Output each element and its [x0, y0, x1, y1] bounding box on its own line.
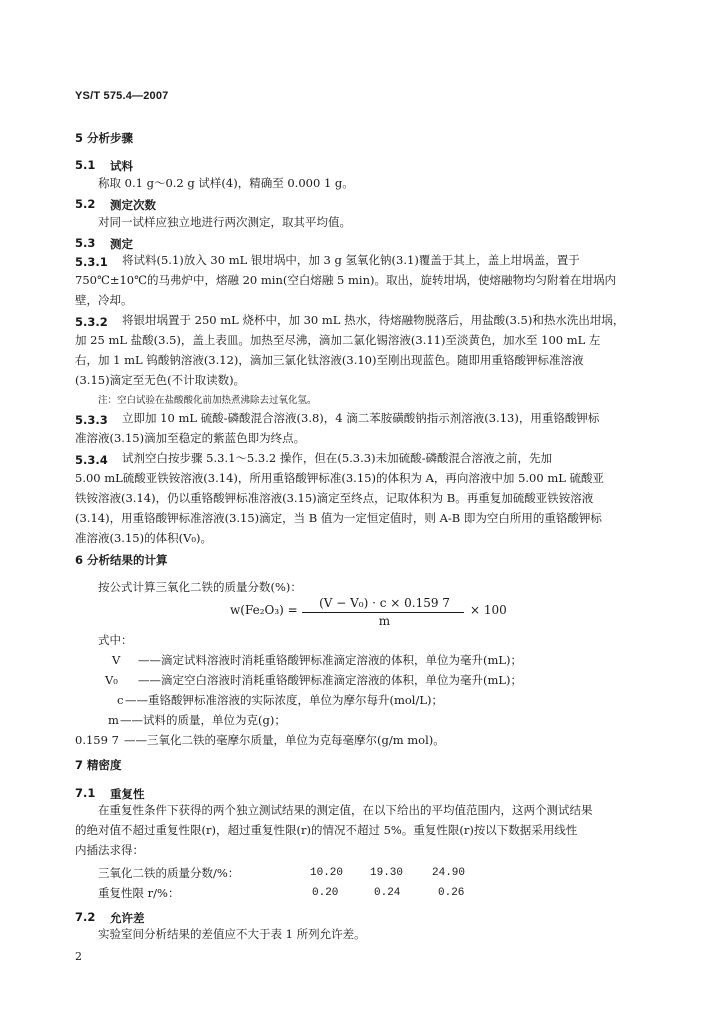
def-symbol: V	[112, 653, 121, 667]
section-5-3-2-line: 右，加 1 mL 钨酸钠溶液(3.12)，滴加三氯化钛溶液(3.10)至刚出现蓝色。随即用重铬酸钾标准溶液	[75, 353, 584, 367]
section-5-3-3-line: 立即加 10 mL 硫酸-磷酸混合溶液(3.8)，4 滴二苯胺磺酸钠指示剂溶液(3.13)，用重铬酸钾标	[122, 411, 600, 425]
section-5-3-title: 测定	[110, 237, 133, 251]
section-7-1-line: 的绝对值不超过重复性限(r)，超过重复性限(r)的情况不超过 5%。重复性限(r)按以下数据采用线性	[75, 823, 578, 837]
standard-code: YS/T 575.4—2007	[75, 90, 169, 102]
section-5-1-title: 试料	[110, 159, 133, 173]
section-7-1-title: 重复性	[110, 787, 145, 801]
section-5-3-1-line: 750℃±10℃的马弗炉中，熔融 20 min(空白熔融 5 min)。取出，旋转坩埚，使熔融物均匀附着在坩埚内	[75, 273, 616, 287]
repeatability-value: 0.26	[438, 887, 465, 899]
section-5-3-4-line: 试剂空白按步骤 5.3.1～5.3.2 操作，但在(5.3.3)未加硫酸-磷酸混合溶液之前，先加	[122, 451, 552, 465]
section-5-3-1-num: 5.3.1	[75, 255, 108, 269]
repeatability-value: 0.20	[312, 887, 339, 899]
section-6-intro: 按公式计算三氧化二铁的质量分数(%)：	[98, 580, 302, 594]
section-5-3-3-line: 准溶液(3.15)滴加至稳定的紫蓝色即为终点。	[75, 431, 306, 445]
def-text: ——滴定试料溶液时消耗重铬酸钾标准滴定溶液的体积，单位为毫升(mL)；	[138, 653, 523, 667]
formula-lhs: w(Fe₂O₃) =	[230, 603, 298, 617]
section-7-2-num: 7.2	[75, 910, 96, 924]
section-7-2-text: 实验室间分析结果的差值应不大于表 1 所列允许差。	[98, 927, 366, 941]
repeatability-value: 0.24	[374, 887, 401, 899]
def-symbol: 0.159 7	[75, 733, 119, 747]
section-5-3-2-num: 5.3.2	[75, 315, 108, 329]
def-symbol: V₀	[105, 673, 118, 687]
section-5-heading: 5 分析步骤	[75, 131, 134, 145]
page-number: 2	[75, 950, 82, 963]
formula-denominator: m	[378, 614, 391, 628]
def-symbol: m	[108, 713, 119, 727]
section-5-3-2-line: 加 25 mL 盐酸(3.5)，盖上表皿。加热至尽沸，滴加二氯化锡溶液(3.11)至淡黄色，加水至 100 mL 左	[75, 333, 601, 347]
section-7-1-line: 在重复性条件下获得的两个独立测试结果的测定值，在以下给出的平均值范围内，这两个测试结果	[98, 803, 593, 817]
formula-fraction-line	[302, 612, 464, 613]
section-5-3-2-note: 注：空白试验在盐酸酸化前加热煮沸除去过氧化氢。	[98, 395, 317, 406]
formula-tail: × 100	[470, 603, 507, 617]
section-5-1-text: 称取 0.1 g～0.2 g 试样(4)，精确至 0.000 1 g。	[98, 176, 354, 190]
section-5-3-2-line: 将银坩埚置于 250 mL 烧杯中，加 30 mL 热水，待熔融物脱落后，用盐酸(3.5)和热水洗出坩埚，	[122, 313, 625, 327]
repeatability-value: 19.30	[370, 867, 404, 879]
section-5-3-4-line: 5.00 mL硫酸亚铁铵溶液(3.14)，所用重铬酸钾标准(3.15)的体积为 A，再向溶液中加 5.00 mL 硫酸亚	[75, 471, 605, 485]
repeatability-value: 24.90	[432, 867, 466, 879]
section-5-3-num: 5.3	[75, 236, 96, 250]
section-5-2-text: 对同一试样应独立地进行两次测定，取其平均值。	[98, 215, 351, 229]
section-7-1-line: 内插法求得：	[75, 843, 144, 857]
section-5-3-4-line: (3.14)，用重铬酸钾标准溶液(3.15)滴定，当 B 值为一定恒定值时，则 A-B 即为空白所用的重铬酸钾标	[75, 511, 602, 525]
section-5-3-1-line: 将试料(5.1)放入 30 mL 银坩埚中，加 3 g 氢氧化钠(3.1)覆盖于其上，盖上坩埚盖，置于	[122, 253, 580, 267]
def-text: ——三氧化二铁的毫摩尔质量，单位为克每毫摩尔(g/m mol)。	[124, 733, 445, 747]
repeatability-value: 10.20	[310, 867, 344, 879]
section-5-3-4-line: 准溶液(3.15)的体积(V₀)。	[75, 531, 212, 545]
def-symbol: c	[117, 693, 124, 707]
repeatability-row-label: 三氧化二铁的质量分数/%：	[98, 866, 240, 880]
def-text: ——滴定空白溶液时消耗重铬酸钾标准滴定溶液的体积，单位为毫升(mL)；	[138, 673, 523, 687]
where-label: 式中：	[98, 633, 133, 647]
section-5-3-1-line: 壁，冷却。	[75, 293, 133, 307]
section-5-3-4-line: 铁铵溶液(3.14)，仍以重铬酸钾标准溶液(3.15)滴定至终点，记取体积为 B。再重复加硫酸亚铁铵溶液	[75, 491, 594, 505]
repeatability-row-label: 重复性限 r/%：	[98, 886, 180, 900]
section-7-2-title: 允许差	[110, 911, 145, 925]
section-5-3-2-line: (3.15)滴定至无色(不计取读数)。	[75, 373, 246, 387]
formula-numerator: (V − V₀) · c × 0.159 7	[319, 596, 450, 610]
def-text: ——试料的质量，单位为克(g)；	[120, 713, 286, 727]
section-5-3-4-num: 5.3.4	[75, 453, 108, 467]
def-text: ——重铬酸钾标准溶液的实际浓度，单位为摩尔每升(mol/L)；	[125, 693, 443, 707]
section-5-2-num: 5.2	[75, 197, 96, 211]
section-7-1-num: 7.1	[75, 786, 96, 800]
section-5-2-title: 测定次数	[110, 198, 156, 212]
section-6-heading: 6 分析结果的计算	[75, 553, 168, 567]
section-7-heading: 7 精密度	[75, 758, 122, 772]
section-5-1-num: 5.1	[75, 158, 96, 172]
section-5-3-3-num: 5.3.3	[75, 413, 108, 427]
